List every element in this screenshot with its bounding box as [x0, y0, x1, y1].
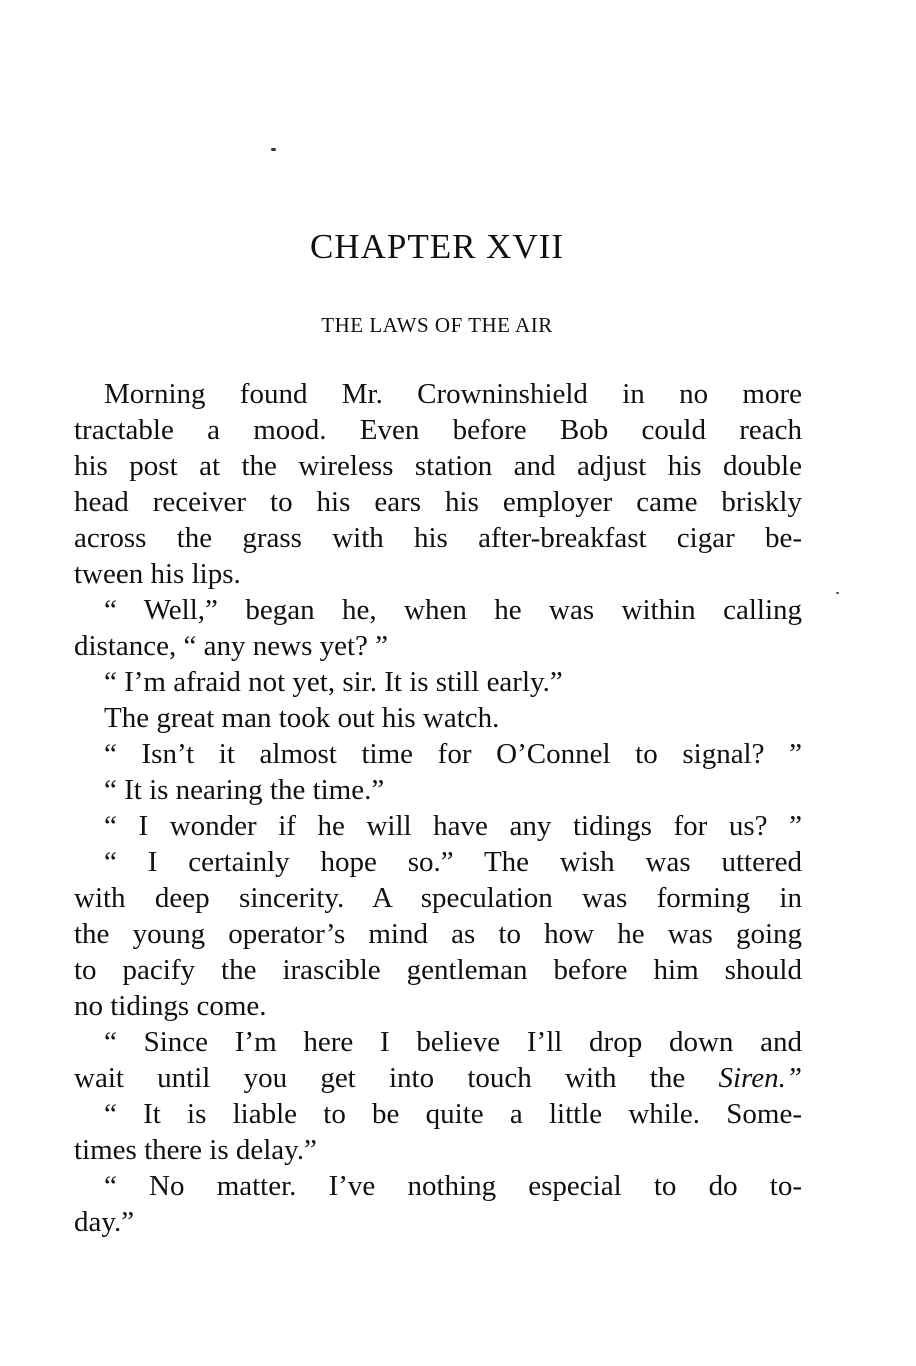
text-line: to pacify the irascible gentleman before him should	[74, 954, 802, 986]
text-line: “ It is liable to be quite a little while. Some-	[104, 1098, 802, 1130]
text-line: tractable a mood. Even before Bob could reach	[74, 414, 802, 446]
text-line: The great man took out his watch.	[104, 702, 500, 734]
text-line: Morning found Mr. Crowninshield in no more	[104, 378, 802, 410]
text-line: with deep sincerity. A speculation was forming in	[74, 882, 802, 914]
text-line: the young operator’s mind as to how he was going	[74, 918, 802, 950]
text-line: “ No matter. I’ve nothing especial to do to-	[104, 1170, 802, 1202]
text-line: “ Well,” began he, when he was within calling	[104, 594, 802, 626]
text-line: no tidings come.	[74, 990, 267, 1022]
text-line: “ I’m afraid not yet, sir. It is still early.”	[104, 666, 563, 698]
text-line: “ It is nearing the time.”	[104, 774, 385, 806]
text-line: times there is delay.”	[74, 1134, 317, 1166]
text-line: his post at the wireless station and adjust his double	[74, 450, 802, 482]
ship-name: Siren.”	[718, 1062, 803, 1094]
text-line: “ Since I’m here I believe I’ll drop down and	[104, 1026, 802, 1058]
chapter-subtitle: THE LAWS OF THE AIR	[321, 313, 553, 337]
text-line: head receiver to his ears his employer came briskly	[74, 486, 802, 518]
text-line	[74, 1060, 802, 1096]
text-line: tween his lips.	[74, 558, 241, 590]
print-speck	[836, 592, 839, 594]
print-speck	[271, 148, 276, 151]
text-line: “ I wonder if he will have any tidings for us? ”	[104, 810, 802, 842]
chapter-title: CHAPTER XVII	[309, 227, 565, 266]
text-line: “ I certainly hope so.” The wish was uttered	[104, 846, 802, 878]
text-line: “ Isn’t it almost time for O’Connel to signal? ”	[104, 738, 802, 770]
text-line: day.”	[74, 1206, 135, 1238]
text-line: distance, “ any news yet? ”	[74, 630, 389, 662]
chapter-body	[74, 376, 802, 1240]
text-segment: wait until you get into touch with the	[74, 1062, 686, 1094]
text-line: across the grass with his after-breakfast cigar be-	[74, 522, 802, 554]
